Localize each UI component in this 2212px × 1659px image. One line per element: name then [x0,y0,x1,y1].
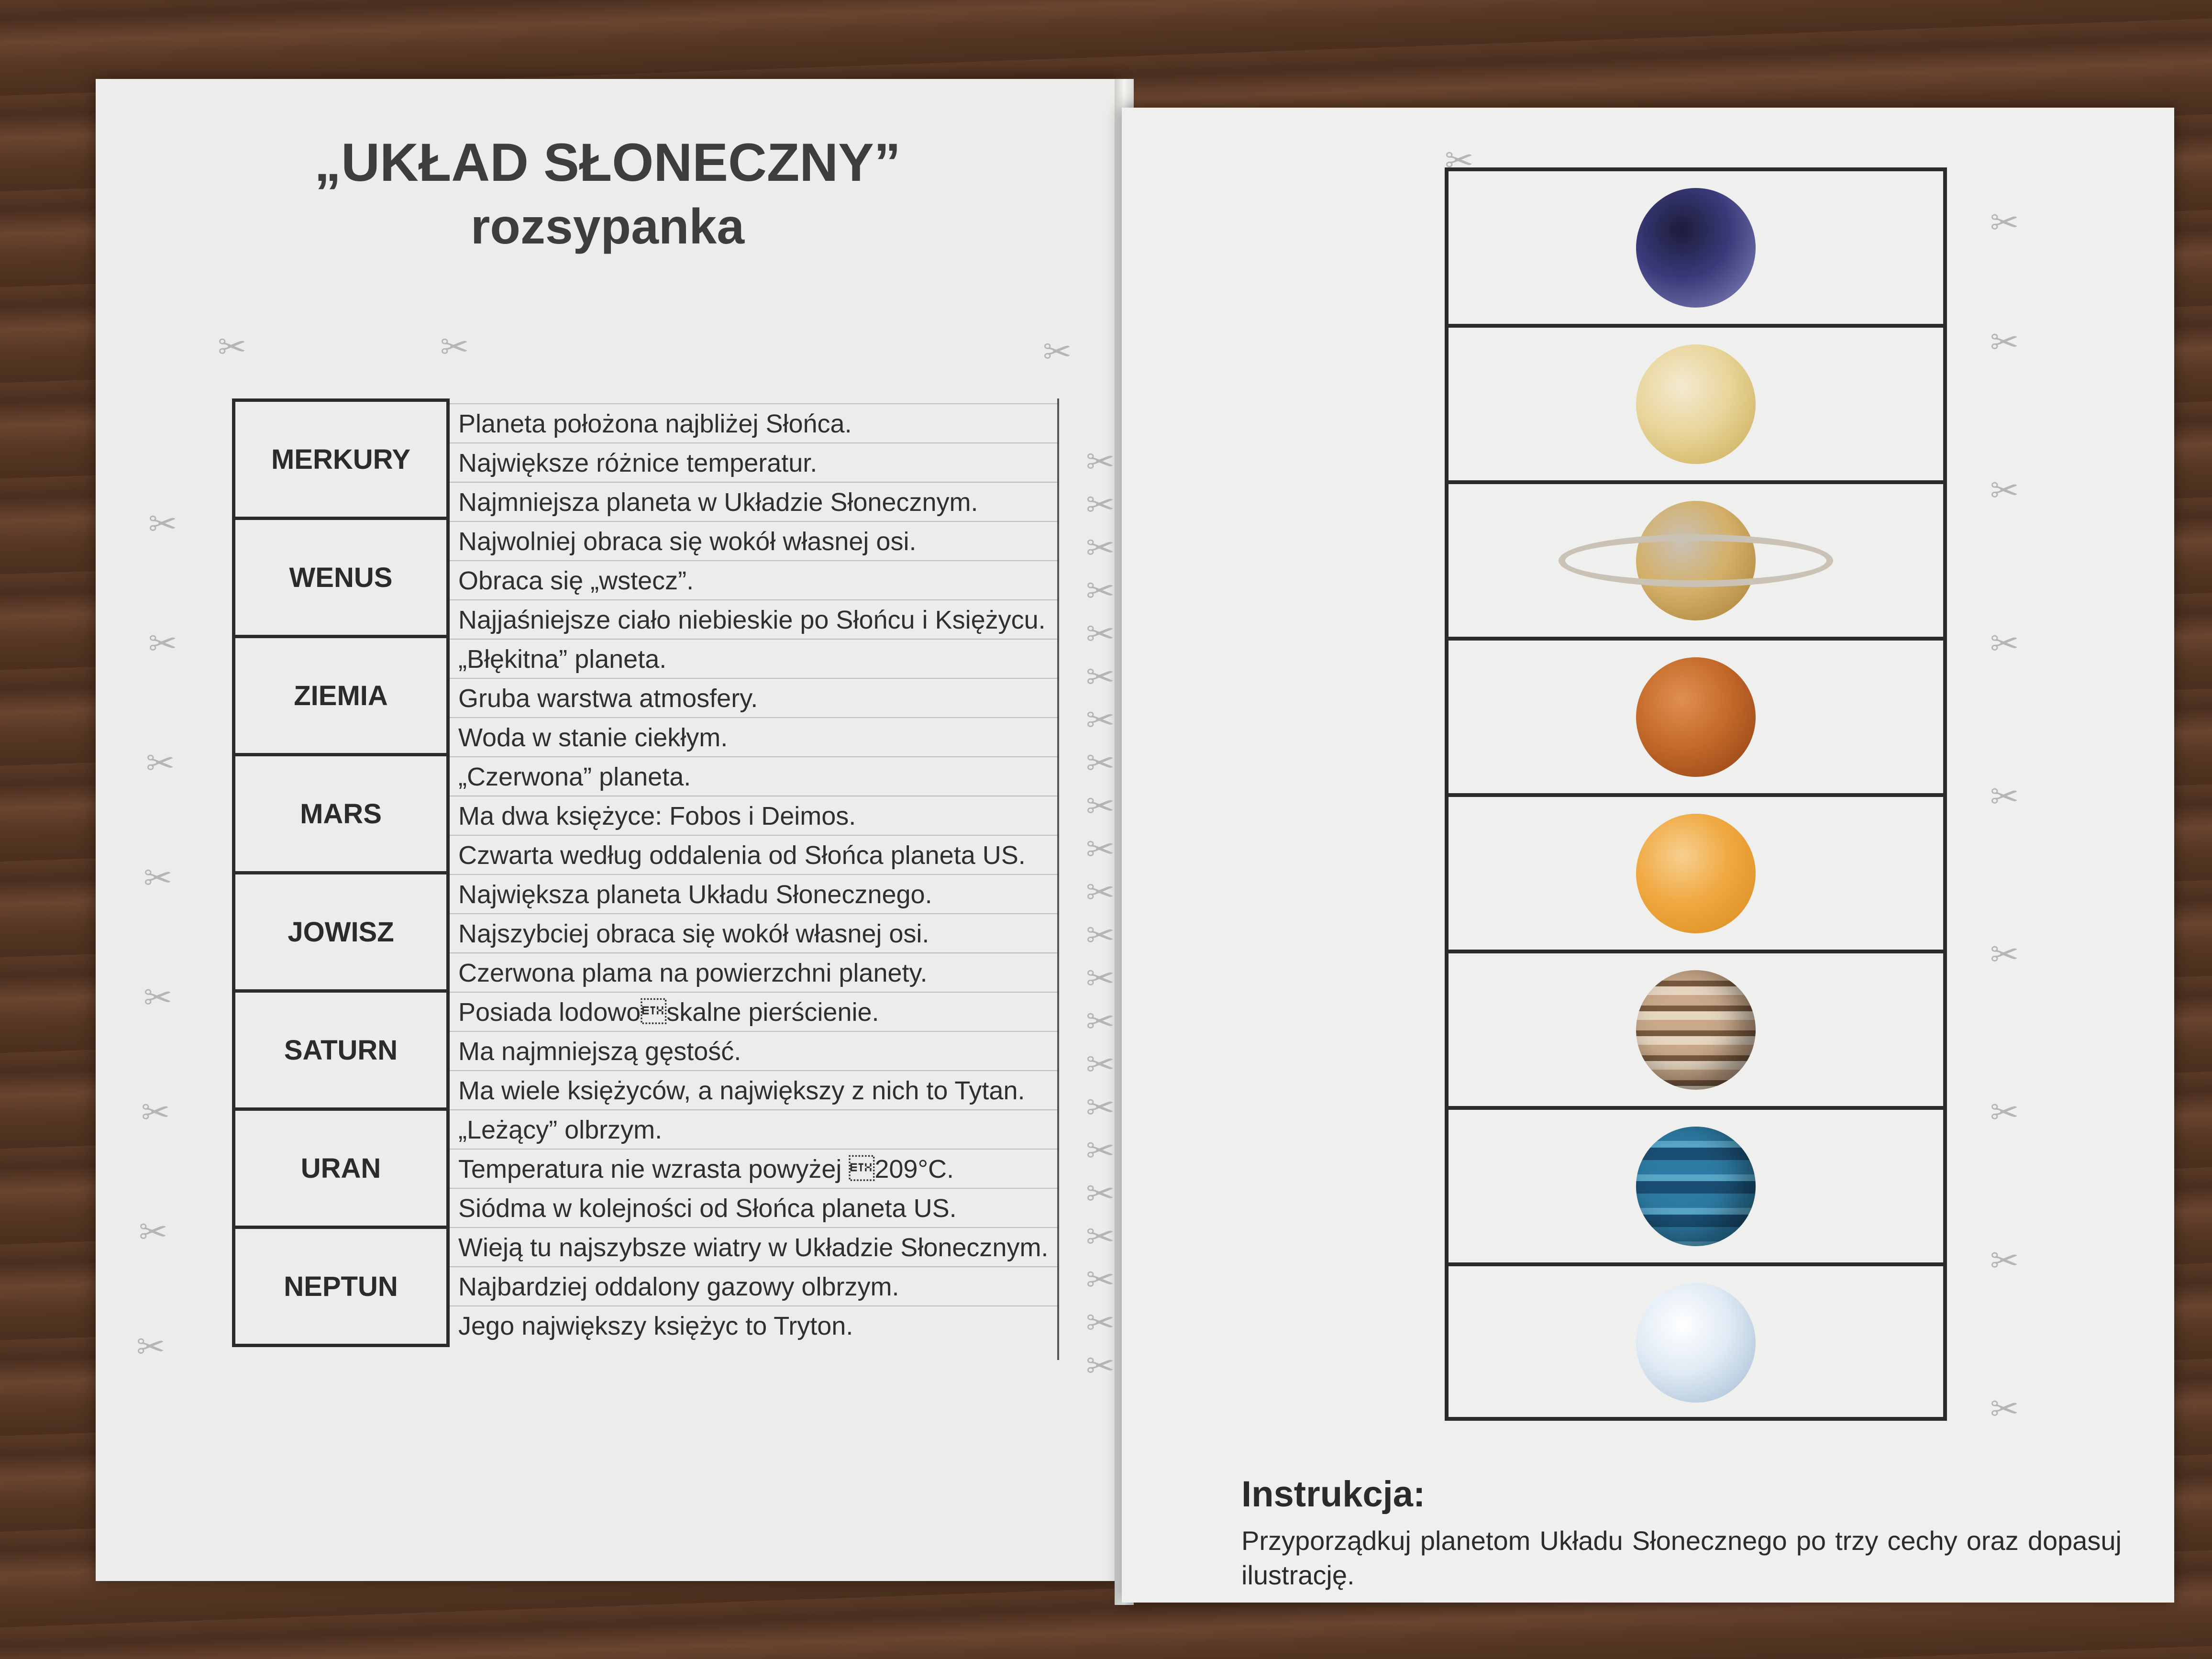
scissors-icon: ✂ [1990,625,2019,663]
planet-illustration-cell [1449,328,1943,484]
scissors-icon: ✂ [1043,333,1072,371]
planet-name-ziemia: ZIEMIA [232,635,450,756]
planet-name-mars: MARS [232,753,450,874]
page-subtitle: rozsypanka [470,199,745,254]
instructions-title: Instrukcja: [1241,1474,1426,1515]
trait-row: Najmniejsza planeta w Układzie Słonecznym. [450,482,1057,521]
scissors-icon: ✂ [1086,1304,1115,1342]
planet-illustration-cell [1449,171,1943,328]
trait-row: Ma wiele księżyców, a największy z nich to Tytan. [450,1070,1057,1109]
trait-row: Czerwona plama na powierzchni planety. [450,952,1057,992]
scissors-icon: ✂ [1990,936,2019,974]
scissors-icon: ✂ [1086,1046,1115,1084]
scissors-icon: ✂ [1086,917,1115,955]
uranus-icon [1636,1283,1756,1403]
trait-row: Jego największy księżyc to Tryton. [450,1305,1057,1345]
trait-row: „Czerwona” planeta. [450,756,1057,796]
planet-illustration-cell [1449,484,1943,641]
scissors-icon: ✂ [1086,744,1115,783]
scissors-icon: ✂ [1086,874,1115,912]
trait-row: Czwarta według oddalenia od Słońca planeta US. [450,835,1057,874]
scissors-icon: ✂ [1086,572,1115,610]
scissors-icon: ✂ [1086,1218,1115,1256]
planet-illustration-cell [1449,797,1943,953]
scissors-icon: ✂ [218,328,247,366]
trait-row: Gruba warstwa atmosfery. [450,678,1057,717]
scissors-icon: ✂ [144,979,173,1017]
mercury-icon [1636,814,1756,933]
scissors-icon: ✂ [1086,615,1115,653]
scissors-icon: ✂ [141,1094,170,1132]
trait-row: Wieją tu najszybsze wiatry w Układzie Słonecznym. [450,1227,1057,1266]
scissors-icon: ✂ [1086,1003,1115,1041]
scissors-icon: ✂ [1086,1132,1115,1170]
scissors-icon: ✂ [1990,323,2019,362]
scissors-icon: ✂ [1086,1175,1115,1213]
scissors-icon: ✂ [1990,204,2019,242]
planet-names-column [232,398,450,1350]
trait-row: „Leżący” olbrzym. [450,1109,1057,1149]
scissors-icon: ✂ [1445,142,1474,180]
venus-icon [1636,344,1756,464]
trait-row: Posiada lodowoskalne pierścienie. [450,992,1057,1031]
scissors-icon: ✂ [1086,1261,1115,1299]
saturn-ring [1559,534,1833,587]
planet-name-wenus: WENUS [232,517,450,638]
trait-row: Woda w stanie ciekłym. [450,717,1057,756]
planet-name-merkury: MERKURY [232,398,450,520]
scissors-icon: ✂ [1086,1089,1115,1127]
jupiter-icon [1636,970,1756,1090]
planet-name-jowisz: JOWISZ [232,871,450,993]
trait-row: Największa planeta Układu Słonecznego. [450,874,1057,913]
scissors-icon: ✂ [139,1213,168,1251]
scissors-icon: ✂ [1990,472,2019,510]
mars-icon [1636,657,1756,777]
trait-row: Ma dwa księżyce: Fobos i Deimos. [450,796,1057,835]
trait-row: Najszybciej obraca się wokół własnej osi. [450,913,1057,952]
trait-row: Ma najmniejszą gęstość. [450,1031,1057,1070]
planet-illustrations-frame [1445,167,1947,1421]
scissors-icon: ✂ [144,859,173,897]
planet-illustration-cell [1449,1110,1943,1266]
trait-row: Najjaśniejsze ciało niebieskie po Słońcu i Księżycu. [450,599,1057,639]
scissors-icon: ✂ [146,744,175,783]
planet-name-neptun: NEPTUN [232,1226,450,1347]
trait-row: „Błękitna” planeta. [450,639,1057,678]
trait-row: Najbardziej oddalony gazowy olbrzym. [450,1266,1057,1305]
scissors-icon: ✂ [1990,1242,2019,1280]
scissors-icon: ✂ [1086,787,1115,826]
trait-row: Siódma w kolejności od Słońca planeta US. [450,1188,1057,1227]
scissors-icon: ✂ [148,625,177,663]
scissors-icon: ✂ [1086,486,1115,524]
trait-row: Planeta położona najbliżej Słońca. [450,403,1057,442]
scissors-icon: ✂ [1086,830,1115,869]
neptune-icon [1636,1127,1756,1246]
earth-icon [1636,188,1756,308]
scissors-icon: ✂ [136,1328,166,1366]
scissors-icon: ✂ [1086,658,1115,697]
scissors-icon: ✂ [440,328,469,366]
planet-traits-table [450,398,1059,1360]
trait-row: Temperatura nie wzrasta powyżej 209°C. [450,1149,1057,1188]
scissors-icon: ✂ [1990,778,2019,816]
planet-illustration-cell [1449,953,1943,1110]
instructions-text: Przyporządkuj planetom Układu Słonecznego po trzy cechy oraz dopasuj ilustrację. [1241,1526,2122,1590]
scissors-icon: ✂ [1086,443,1115,481]
scissors-icon: ✂ [1086,529,1115,567]
scissors-icon: ✂ [1086,1347,1115,1385]
planet-illustration-cell [1449,641,1943,797]
planet-name-saturn: SATURN [232,989,450,1111]
trait-row: Największe różnice temperatur. [450,442,1057,482]
scissors-icon: ✂ [1990,1094,2019,1132]
scissors-icon: ✂ [1086,960,1115,998]
planet-name-uran: URAN [232,1107,450,1229]
trait-row: Obraca się „wstecz”. [450,560,1057,599]
scissors-icon: ✂ [148,505,177,543]
scissors-icon: ✂ [1086,701,1115,740]
trait-row: Najwolniej obraca się wokół własnej osi. [450,521,1057,560]
planet-illustration-cell [1449,1266,1943,1423]
scissors-icon: ✂ [1990,1390,2019,1428]
page-title: „UKŁAD SŁONECZNY” [314,133,901,192]
